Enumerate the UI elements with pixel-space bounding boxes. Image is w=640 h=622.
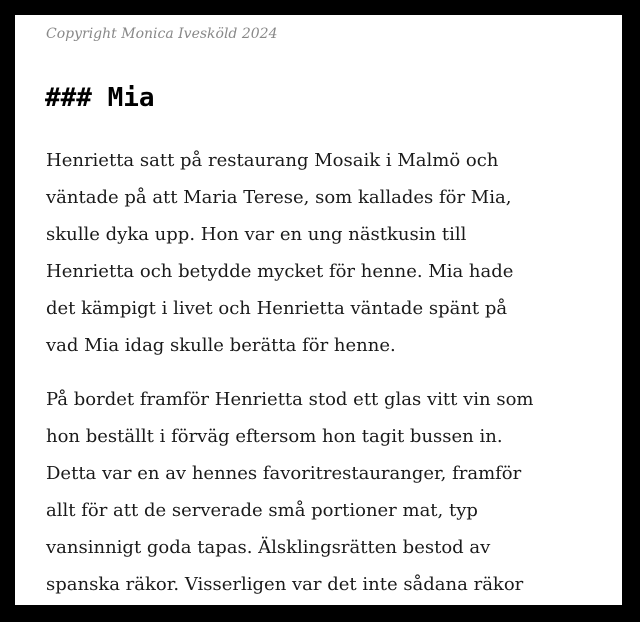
- text-line: vansinnigt goda tapas. Älsklingsrätten bestod av: [46, 537, 491, 558]
- paragraph-2: [46, 381, 622, 603]
- text-line: allt för att de serverade små portioner mat, typ: [46, 500, 478, 521]
- text-line: spanska räkor. Visserligen var det inte sådana räkor: [46, 574, 524, 595]
- text-line: skulle dyka upp. Hon var en ung nästkusin till: [46, 224, 467, 245]
- paragraph-1: [46, 142, 622, 364]
- text-line: Henrietta och betydde mycket för henne. Mia hade: [46, 261, 514, 282]
- text-line: På bordet framför Henrietta stod ett glas vitt vin som: [46, 389, 534, 410]
- text-line: hon beställt i förväg eftersom hon tagit bussen in.: [46, 426, 503, 447]
- text-line: vad Mia idag skulle berätta för henne.: [46, 335, 396, 356]
- text-line: det kämpigt i livet och Henrietta väntade spänt på: [46, 298, 508, 319]
- copyright-notice: Copyright Monica Ivesköld 2024: [46, 26, 278, 42]
- text-line: Detta var en av hennes favoritrestauranger, framför: [46, 463, 522, 484]
- chapter-heading: ### Mia: [45, 83, 155, 113]
- text-line: väntade på att Maria Terese, som kallades för Mia,: [46, 187, 512, 208]
- text-line: Henrietta satt på restaurang Mosaik i Malmö och: [46, 150, 499, 171]
- document-page: [15, 15, 622, 605]
